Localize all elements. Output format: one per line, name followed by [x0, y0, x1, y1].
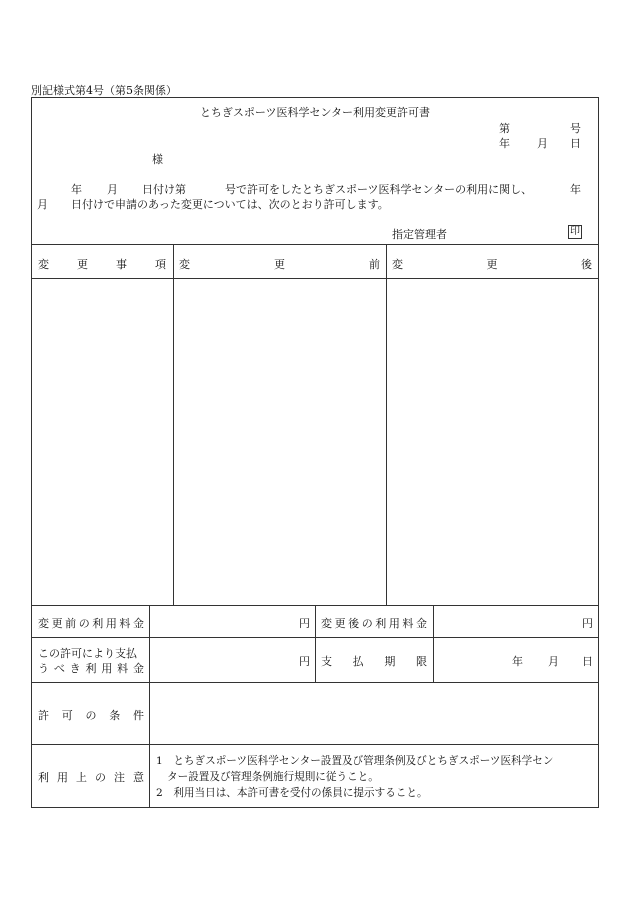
fee-after-input[interactable]: [434, 606, 598, 637]
change-item-area[interactable]: [32, 279, 173, 605]
divider-notes-top: [31, 744, 599, 745]
deadline-month: 月: [548, 655, 559, 668]
header-after: 変 更 後: [392, 258, 592, 271]
fee-before-yen: 円: [299, 617, 310, 630]
deadline-input[interactable]: [434, 638, 598, 682]
fee-after-label: 変 更 後 の 利 用 料 金: [321, 617, 427, 630]
header-before: 変 更 前: [179, 258, 380, 271]
header-change-item: 変 更 事 項: [38, 258, 166, 271]
conditions-input[interactable]: [150, 683, 598, 744]
payable-yen: 円: [299, 655, 310, 668]
issue-date-month: 月: [537, 137, 548, 150]
issue-date-year: 年: [499, 137, 510, 150]
payable-input[interactable]: [150, 638, 315, 682]
payable-label-line1: この許可により支払: [38, 647, 137, 660]
note-2: 2 利用当日は、本許可書を受付の係員に提示すること。: [156, 787, 428, 799]
body-line1-rest: 号で許可をしたとちぎスポーツ医科学センターの利用に関し、: [225, 183, 533, 196]
addressee-suffix: 様: [152, 153, 163, 166]
note-1-line1: 1 とちぎスポーツ医科学センター設置及び管理条例及びとちぎスポーツ医科学セン: [156, 755, 554, 767]
notes-label: 利 用 上 の 注 意: [38, 771, 144, 784]
designated-manager-label: 指定管理者: [392, 228, 447, 241]
body-year: 年: [71, 183, 82, 196]
note-1-line2: ター設置及び管理条例施行規則に従うこと。: [167, 771, 379, 783]
number-prefix: 第: [499, 122, 510, 135]
seal-mark: 印: [570, 226, 580, 237]
payable-label-line2: う べ き 利 用 料 金: [38, 662, 144, 675]
before-change-area[interactable]: [174, 279, 386, 605]
after-change-area[interactable]: [387, 279, 598, 605]
divider-header-top: [31, 244, 599, 245]
divider-fee-mid: [315, 605, 316, 682]
document-title: とちぎスポーツ医科学センター利用変更許可書: [199, 106, 431, 119]
conditions-label: 許 可 の 条 件: [38, 709, 144, 722]
fee-before-label: 変 更 前 の 利 用 料 金: [38, 617, 144, 630]
body-year2: 年: [570, 183, 581, 196]
body-month: 月: [107, 183, 118, 196]
body-date-ref: 日付け第: [142, 183, 186, 196]
number-suffix: 号: [570, 122, 581, 135]
deadline-year: 年: [512, 655, 523, 668]
fee-before-input[interactable]: [150, 606, 315, 637]
body-line2-rest: 日付けで申請のあった変更については、次のとおり許可します。: [71, 198, 389, 211]
form-number: 別記様式第4号（第5条関係）: [31, 84, 177, 97]
deadline-label: 支 払 期 限: [321, 655, 427, 668]
deadline-day: 日: [582, 655, 593, 668]
body-month2: 月: [37, 198, 48, 211]
fee-after-yen: 円: [582, 617, 593, 630]
issue-date-day: 日: [570, 137, 581, 150]
